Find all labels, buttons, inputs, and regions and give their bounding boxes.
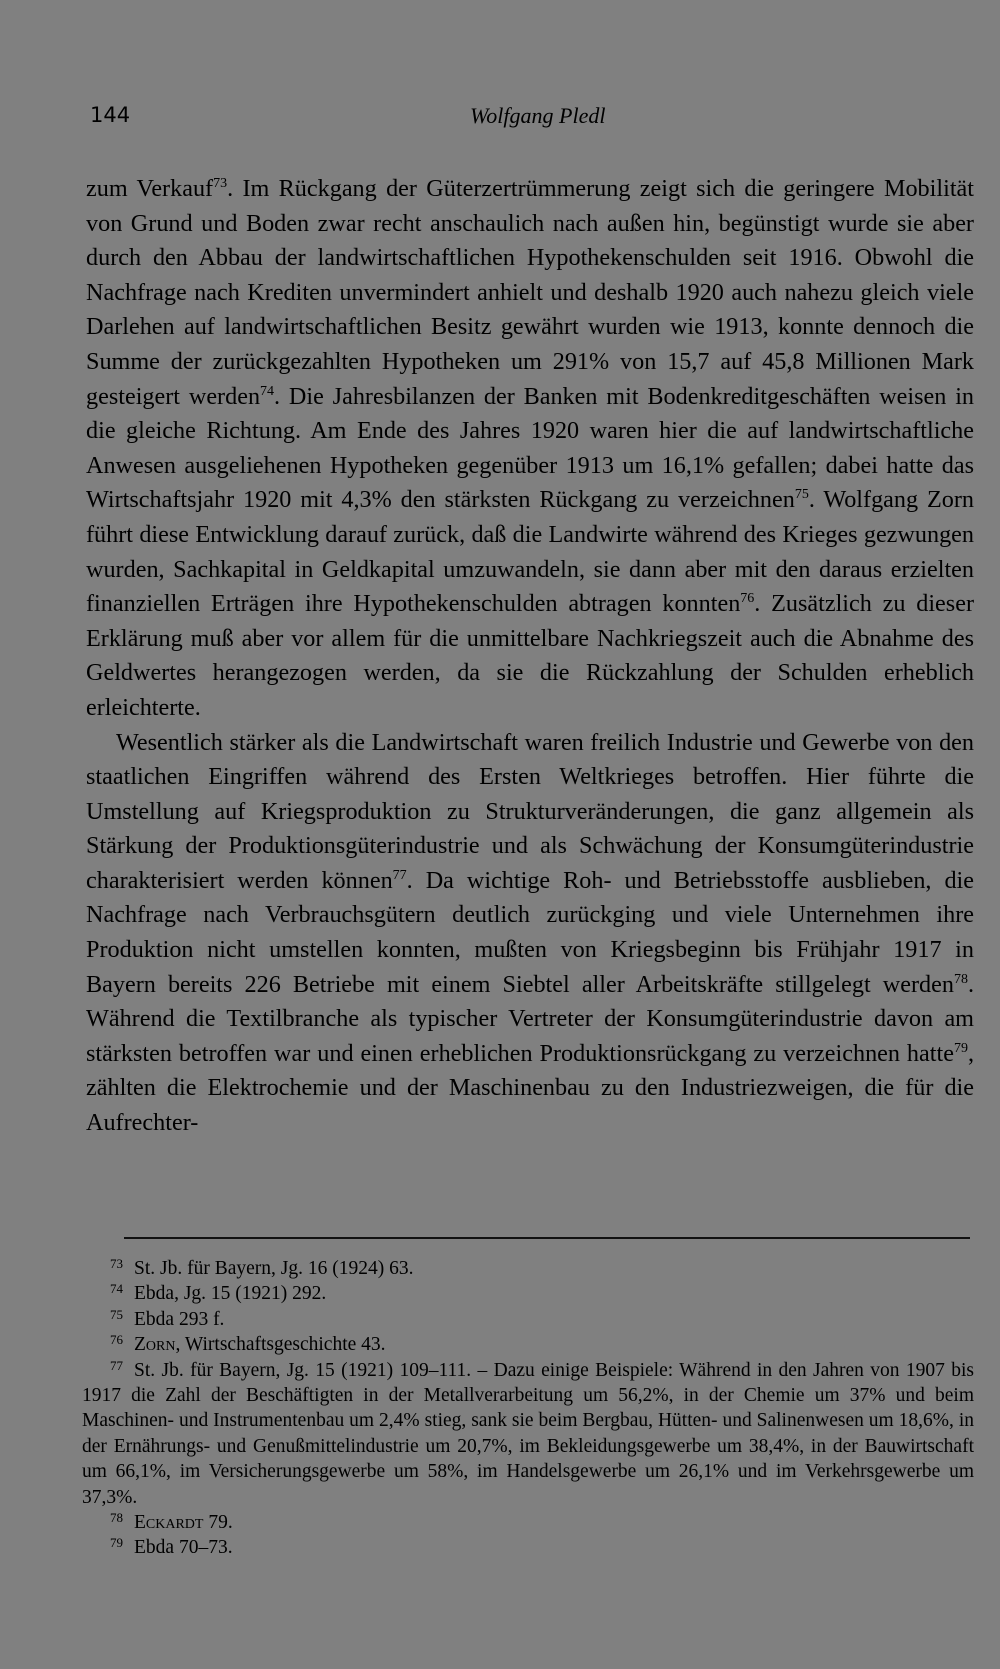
- footnote: 74 Ebda, Jg. 15 (1921) 292.: [110, 1281, 327, 1305]
- footnote-text: 79.: [203, 1512, 233, 1534]
- footnote-ref[interactable]: 74: [260, 383, 275, 399]
- footnote: 75 Ebda 293 f.: [110, 1306, 225, 1330]
- footnote-text: Ebda 70–73.: [134, 1537, 233, 1559]
- text-segment: Wesentlich stärker als die Landwirtschaft waren freilich Industrie und Gewerbe von den staatlichen Eingriffen während des Ersten Weltkrieges betroffen. Hier führte die Umstellung auf Kriegsproduktion zu Strukturveränderungen, die ganz allgemein als Stärkung der Produktionsgüterindustrie und als Schwächung der Konsumgüterindustrie charakterisiert werden können: [86, 728, 974, 894]
- footnote: 73 St. Jb. für Bayern, Jg. 16 (1924) 63.: [110, 1256, 414, 1279]
- text-segment: . Wolfgang Zorn führt diese Entwicklung darauf zurück, daß die Landwirte während des Krieges gezwungen wurden, Sachkapital in Geldkapital umzuwandeln, sie dann aber mit den daraus erzielten finanziellen Erträgen ihre Hypothekenschulden abtragen konnten: [86, 486, 974, 618]
- footnote-separator: [124, 1237, 970, 1239]
- footnote-author: Zorn: [134, 1334, 176, 1356]
- page-header: [90, 103, 970, 133]
- text-segment: . Während die Textilbranche als typischer Vertreter der Konsumgüterindustrie davon am stärksten betroffen war und einen erheblichen Produktionsrückgang zu verzeichnen hatte: [86, 970, 974, 1067]
- page-number: 144: [90, 103, 131, 127]
- footnote: 77 St. Jb. für Bayern, Jg. 15 (1921) 109–111. – Dazu einige Beispiele: Während in den Jahren von 1907 bis 1917 die Zahl der Beschäftigten in der Metallverarbeitung um 56,2%, in der Chemie um 37% und beim Maschinen- und Instrumentenbau um 2,4% stieg, sank sie beim Bergbau, Hütten- und Salinenwesen um 18,6%, in der Ernährungs- und Genußmittelindustrie um 20,7%, im Bekleidungsgewerbe um 38,4%, in der Bauwirtschaft um 66,1%, im Versicherungsgewerbe um 58%, im Handelsgewerbe um 26,1% und im Verkehrsgewerbe um 37,3%.: [82, 1357, 974, 1508]
- paragraph: [86, 172, 974, 726]
- footnote-ref[interactable]: 79: [953, 1040, 968, 1056]
- text-segment: . Die Jahresbilanzen der Banken mit Bodenkreditgeschäften weisen in die gleiche Richtung. Am Ende des Jahres 1920 waren hier die auf landwirtschaftliche Anwesen ausgeliehenen Hypotheken gegenüber 1913 um 16,1% gefallen; dabei hatte das Wirtschaftsjahr 1920 mit 4,3% den stärksten Rückgang zu verzeichnen: [86, 382, 975, 514]
- text-segment: . Zusätzlich zu dieser Erklärung muß aber vor allem für die unmittelbare Nachkriegszeit auch die Abnahme des Geldwertes herangezogen werden, da sie die Rückzahlung der Schulden erheblich erleichterte.: [86, 590, 974, 721]
- text-segment: zum Verkauf: [86, 175, 214, 202]
- footnote-author: Eckardt: [134, 1512, 204, 1534]
- text-segment: . Im Rückgang der Güterzertrümmerung zeigt sich die geringere Mobilität von Grund und Boden zwar recht anschaulich nach außen hin, begünstigt wurde sie aber durch den Abbau der landwirtschaftlichen Hypothekenschulden seit 1916. Obwohl die Nachfrage nach Krediten unvermindert anhielt und deshalb 1920 auch nahezu gleich viele Darlehen auf landwirtschaftlichen Besitz gewährt wurden wie 1913, konnte dennoch die Summe der zurückgezahlten Hypotheken um 291% von 15,7 auf 45,8 Millionen Mark gesteigert werden: [86, 175, 974, 410]
- footnote-ref[interactable]: 75: [794, 487, 809, 503]
- footnote: 79 Ebda 70–73.: [110, 1535, 233, 1559]
- footnote-ref[interactable]: 73: [213, 175, 228, 191]
- footnote-text: , Wirtschaftsgeschichte 43.: [175, 1334, 386, 1356]
- text-segment: . Da wichtige Roh- und Betriebsstoffe ausblieben, die Nachfrage nach Verbrauchsgütern deutlich zurückging und viele Unternehmen ihre Produktion nicht umstellen konnten, mußten von Kriegsbeginn bis Frühjahr 1917 in Bayern bereits 226 Betriebe mit einem Siebtel aller Arbeitskräfte stillgelegt werden: [86, 866, 974, 998]
- footnote-ref[interactable]: 77: [392, 867, 407, 883]
- footnote-text: St. Jb. für Bayern, Jg. 15 (1921) 109–111. – Dazu einige Beispiele: Während in den Jahren von 1907 bis 1917 die Zahl der Beschäftigten in der Metallverarbeitung um 56,2%, in der Chemie um 37% und beim Maschinen- und Instrumentenbau um 2,4% stieg, sank sie beim Bergbau, Hütten- und Salinenwesen um 18,6%, in der Ernährungs- und Genußmittelindustrie um 20,7%, im Bekleidungsgewerbe um 38,4%, in der Bauwirtschaft um 66,1%, im Versicherungsgewerbe um 58%, im Handelsgewerbe um 26,1% und im Verkehrsgewerbe um 37,3%.: [82, 1359, 974, 1508]
- footnote-text: Ebda 293 f.: [134, 1308, 225, 1330]
- footnotes: [82, 1256, 974, 1561]
- running-head: Wolfgang Pledl: [470, 103, 606, 128]
- paragraph: [86, 726, 974, 1141]
- footnote: 76 Zorn, Wirtschaftsgeschichte 43.: [110, 1332, 386, 1356]
- text-segment: , zählten die Elektrochemie und der Maschinenbau zu den Industriezweigen, die für die Aufrechter-: [86, 1039, 974, 1137]
- footnote-ref[interactable]: 78: [953, 971, 968, 987]
- footnote-text: Ebda, Jg. 15 (1921) 292.: [134, 1283, 327, 1305]
- footnote: 78 Eckardt 79.: [110, 1510, 233, 1534]
- body-text: [86, 172, 974, 1141]
- footnote-text: St. Jb. für Bayern, Jg. 16 (1924) 63.: [134, 1258, 414, 1279]
- footnote-ref[interactable]: 76: [740, 591, 755, 607]
